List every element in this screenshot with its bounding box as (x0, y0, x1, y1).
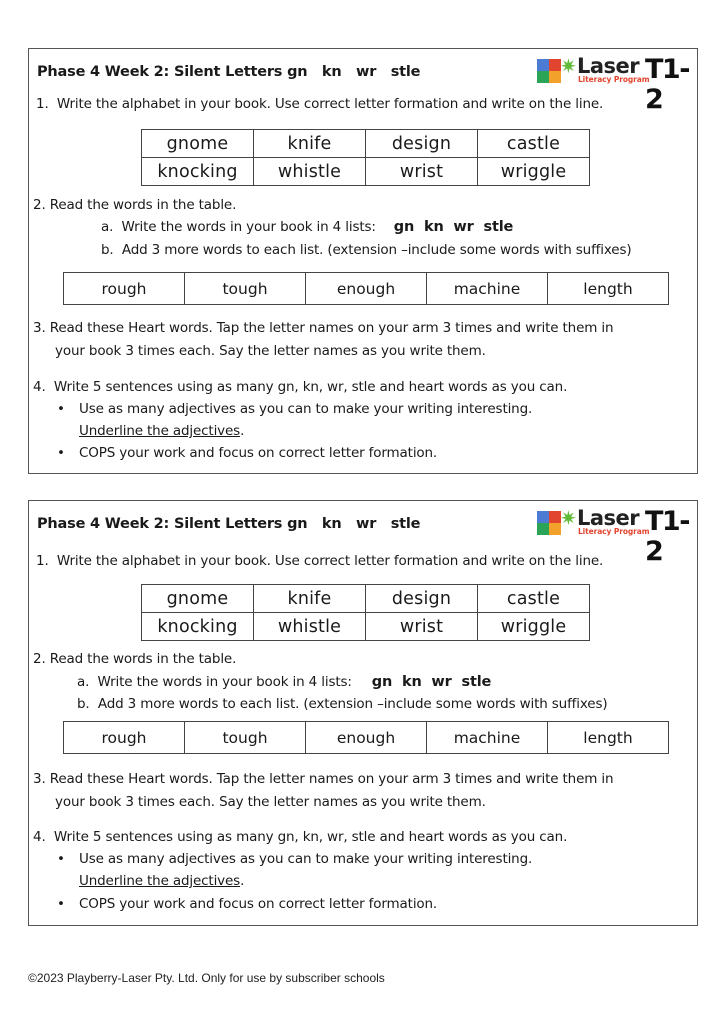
bullet-2: COPS your work and focus on correct letter formation. (79, 896, 438, 912)
laser-logo (537, 54, 697, 115)
word-cell: castle (478, 585, 590, 613)
bullet-icon: • (57, 401, 65, 417)
word-cell: knocking (142, 158, 254, 186)
heart-word-cell: machine (427, 722, 548, 754)
table-row (64, 273, 669, 305)
task-2a-lists: gn kn wr stle (393, 219, 514, 235)
heart-word-cell: length (548, 273, 669, 305)
bullet-icon: • (57, 851, 65, 867)
task-2a-lists: gn kn wr stle (371, 674, 492, 690)
star-icon: ✷ (560, 506, 577, 530)
task-3-line-2: your book 3 times each. Say the letter names as you write them. (55, 794, 486, 810)
table-row (142, 585, 590, 613)
logo-brand: Laser (577, 506, 640, 530)
word-cell: castle (478, 130, 590, 158)
playberry-grid-icon (537, 511, 561, 535)
table-row (142, 613, 590, 641)
bullet-1-continued (79, 873, 244, 889)
task-2: 2. Read the words in the table. (33, 197, 237, 213)
laser-logo (537, 506, 697, 567)
logo-brand: Laser (577, 54, 640, 78)
task-3-line-2: your book 3 times each. Say the letter names as you write them. (55, 343, 486, 359)
worksheet-card-1 (28, 48, 698, 474)
word-table (141, 129, 590, 186)
bullet-1-continued (79, 423, 244, 439)
playberry-grid-icon (537, 59, 561, 83)
worksheet-card-2 (28, 500, 698, 926)
table-row (142, 158, 590, 186)
star-icon: ✷ (560, 54, 577, 78)
bullet-icon: • (57, 445, 65, 461)
task-4: 4. Write 5 sentences using as many gn, kn, wr, stle and heart words as you can. (33, 379, 568, 395)
bullet-2: COPS your work and focus on correct letter formation. (79, 445, 438, 461)
logo-subtitle: Literacy Program (578, 527, 650, 536)
heart-word-cell: length (548, 722, 669, 754)
logo-subtitle: Literacy Program (578, 75, 650, 84)
underline-adjectives: Underline the adjectives (79, 873, 241, 889)
word-cell: knife (254, 585, 366, 613)
word-table (141, 584, 590, 641)
task-3-line-1: 3. Read these Heart words. Tap the letter names on your arm 3 times and write them in (33, 320, 614, 336)
task-2b: b. Add 3 more words to each list. (extension –include some words with suffixes) (101, 242, 632, 258)
word-cell: knife (254, 130, 366, 158)
task-2b: b. Add 3 more words to each list. (extension –include some words with suffixes) (77, 696, 608, 712)
bullet-1-period: . (240, 873, 245, 889)
table-row (142, 130, 590, 158)
logo-grade: T1-2 (645, 54, 689, 115)
word-cell: whistle (254, 613, 366, 641)
heart-word-cell: rough (64, 722, 185, 754)
heart-word-cell: tough (185, 273, 306, 305)
heart-word-cell: enough (306, 722, 427, 754)
task-4: 4. Write 5 sentences using as many gn, kn, wr, stle and heart words as you can. (33, 829, 568, 845)
task-2a-text: a. Write the words in your book in 4 lists: (77, 674, 352, 690)
task-3-line-1: 3. Read these Heart words. Tap the letter names on your arm 3 times and write them in (33, 771, 614, 787)
bullet-1: Use as many adjectives as you can to make your writing interesting. (79, 851, 533, 867)
word-cell: wriggle (478, 613, 590, 641)
word-cell: design (366, 585, 478, 613)
bullet-icon: • (57, 896, 65, 912)
heart-words-table (63, 272, 669, 305)
heart-word-cell: enough (306, 273, 427, 305)
word-cell: gnome (142, 585, 254, 613)
underline-adjectives: Underline the adjectives (79, 423, 241, 439)
worksheet-title: Phase 4 Week 2: Silent Letters gn kn wr stle (37, 64, 421, 80)
task-2a-text: a. Write the words in your book in 4 lists: (101, 219, 376, 235)
heart-word-cell: rough (64, 273, 185, 305)
task-1: 1. Write the alphabet in your book. Use correct letter formation and write on the line. (36, 553, 604, 569)
word-cell: wrist (366, 158, 478, 186)
word-cell: gnome (142, 130, 254, 158)
task-1: 1. Write the alphabet in your book. Use correct letter formation and write on the line. (36, 96, 604, 112)
task-2a (101, 219, 513, 235)
table-row (64, 722, 669, 754)
logo-grade: T1-2 (645, 506, 689, 567)
word-cell: wrist (366, 613, 478, 641)
task-2a (77, 674, 491, 690)
bullet-1-period: . (240, 423, 245, 439)
copyright-footer: ©2023 Playberry-Laser Pty. Ltd. Only for use by subscriber schools (28, 971, 385, 985)
task-2: 2. Read the words in the table. (33, 651, 237, 667)
word-cell: design (366, 130, 478, 158)
worksheet-title: Phase 4 Week 2: Silent Letters gn kn wr stle (37, 516, 421, 532)
heart-word-cell: machine (427, 273, 548, 305)
word-cell: knocking (142, 613, 254, 641)
heart-word-cell: tough (185, 722, 306, 754)
word-cell: whistle (254, 158, 366, 186)
bullet-1: Use as many adjectives as you can to make your writing interesting. (79, 401, 533, 417)
word-cell: wriggle (478, 158, 590, 186)
heart-words-table (63, 721, 669, 754)
